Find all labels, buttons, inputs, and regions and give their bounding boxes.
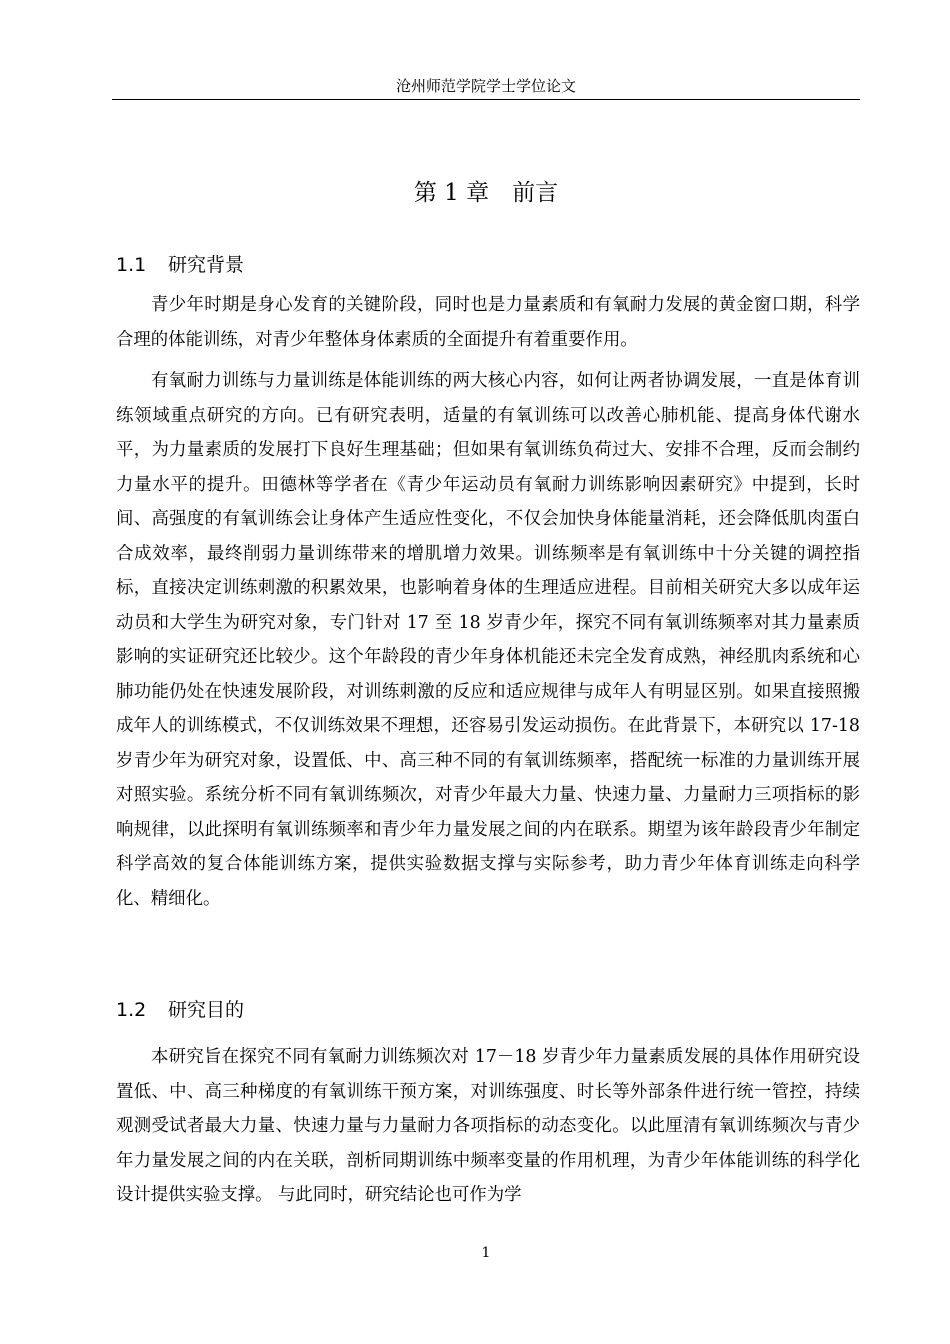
- section-title: 研究背景: [168, 254, 245, 276]
- running-header: 沧州师范学院学士学位论文: [395, 77, 576, 95]
- body-paragraph: 青少年时期是身心发育的关键阶段，同时也是力量素质和有氧耐力发展的黄金窗口期，科学合理的体能训练，对青少年整体身体素质的全面提升有着重要作用。: [116, 295, 860, 350]
- page-number: 1: [481, 1245, 491, 1261]
- section-heading-background: [116, 252, 244, 278]
- section-number: 1.1: [116, 254, 147, 276]
- section-title: 研究目的: [168, 999, 245, 1021]
- section-number: 1.2: [116, 999, 147, 1021]
- header-rule: [112, 99, 860, 100]
- body-paragraph: 有氧耐力训练与力量训练是体能训练的两大核心内容，如何让两者协调发展，一直是体育训练领域重点研究的方向。已有研究表明，适量的有氧训练可以改善心肺机能、提高身体代谢水平，为力量素质的发展打下良好生理基础；但如果有氧训练负荷过大、安排不合理，反而会制约力量水平的提升。田德林等学者在《青少年运动员有氧耐力训练影响因素研究》中提到，长时间、高强度的有氧训练会让身体产生适应性变化，不仅会加快身体能量消耗，还会降低肌肉蛋白合成效率，最终削弱力量训练带来的增肌增力效果。训练频率是有氧训练中十分关键的调控指标，直接决定训练刺激的积累效果，也影响着身体的生理适应进程。目前相关研究大多以成年运动员和大学生为研究对象，专门针对 17 至 18 岁青少年，探究不同有氧训练频率对其力量素质影响的实证研究还比较少。这个年龄段的青少年身体机能还未完全发育成熟，神经肌肉系统和心肺功能仍处在快速发展阶段，对训练刺激的反应和适应规律与成年人有明显区别。如果直接照搬成年人的训练模式，不仅训练效果不理想，还容易引发运动损伤。在此背景下，本研究以 17-18 岁青少年为研究对象，设置低、中、高三种不同的有氧训练频率，搭配统一标准的力量训练开展对照实验。系统分析不同有氧训练频次，对青少年最大力量、快速力量、力量耐力三项指标的影响规律，以此探明有氧训练频率和青少年力量发展之间的内在联系。期望为该年龄段青少年制定科学高效的复合体能训练方案，提供实验数据支撑与实际参考，助力青少年体育训练走向科学化、精细化。: [116, 371, 860, 909]
- chapter-title: 第 1 章 前言: [413, 180, 559, 206]
- section-heading-purpose: [116, 997, 244, 1023]
- body-paragraph: 本研究旨在探究不同有氧耐力训练频次对 17－18 岁青少年力量素质发展的具体作用研究设置低、中、高三种梯度的有氧训练干预方案，对训练强度、时长等外部条件进行统一管控，持续观测受试者最大力量、快速力量与力量耐力各项指标的动态变化。以此厘清有氧训练频次与青少年力量发展之间的内在关联，剖析同期训练中频率变量的作用机理，为青少年体能训练的科学化设计提供实验支撑。 与此同时，研究结论也可作为学: [116, 1047, 860, 1205]
